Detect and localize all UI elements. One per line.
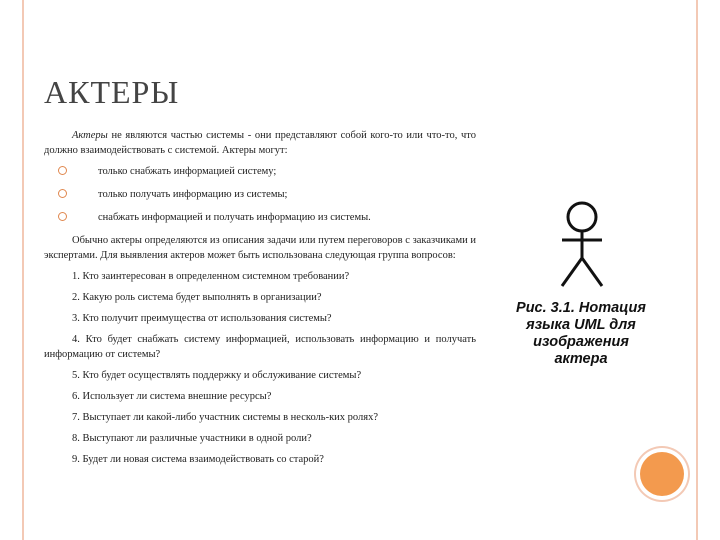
question-item: 8. Выступают ли различные участники в одной роли? (72, 433, 312, 444)
decorative-circle (640, 452, 684, 496)
intro-paragraph (44, 128, 476, 158)
question-item: 4. Кто будет снабжать систему информацией, использовать информацию и получать информацию от системы? (44, 334, 476, 360)
actor-left-leg (562, 258, 582, 286)
question-item: 1. Кто заинтересован в определенном системном требовании? (72, 271, 350, 282)
circle-bullet-icon (58, 212, 67, 221)
slide-body (44, 128, 476, 473)
figure-caption: Рис. 3.1. Нотация языка UML для изображения актера (516, 300, 646, 367)
intro-text: не являются частью системы - они представляют собой кого-то или что-то, что должно взаимодействовать с системой. Актеры могут: (44, 130, 476, 156)
question-item: 5. Кто будет осуществлять поддержку и обслуживание системы? (72, 370, 362, 381)
question-item: 3. Кто получит преимущества от использования системы? (72, 313, 332, 324)
question-item: 2. Какую роль система будет выполнять в организации? (72, 292, 322, 303)
slide-title: АКТЕРЫ (44, 74, 180, 110)
actor-right-leg (582, 258, 602, 286)
question-item: 9. Будет ли новая система взаимодействовать со старой? (72, 454, 324, 465)
circle-bullet-icon (58, 189, 67, 198)
actor-capabilities-list (44, 164, 476, 225)
question-item: 7. Выступает ли какой-либо участник системы в несколь-ких ролях? (72, 412, 379, 423)
questions-intro-paragraph: Обычно актеры определяются из описания задачи или путем переговоров с заказчиками и экспертами. Для выявления актеров может быть использована следующая группа вопросов: (44, 235, 476, 261)
question-item: 6. Использует ли система внешние ресурсы? (72, 391, 272, 402)
intro-term: Актеры (72, 130, 108, 141)
list-item: только получать информацию из системы; (44, 187, 476, 202)
list-item: только снабжать информацией систему; (44, 164, 476, 179)
list-item: снабжать информацией и получать информацию из системы. (44, 210, 476, 225)
circle-bullet-icon (58, 166, 67, 175)
actor-head (568, 203, 596, 231)
